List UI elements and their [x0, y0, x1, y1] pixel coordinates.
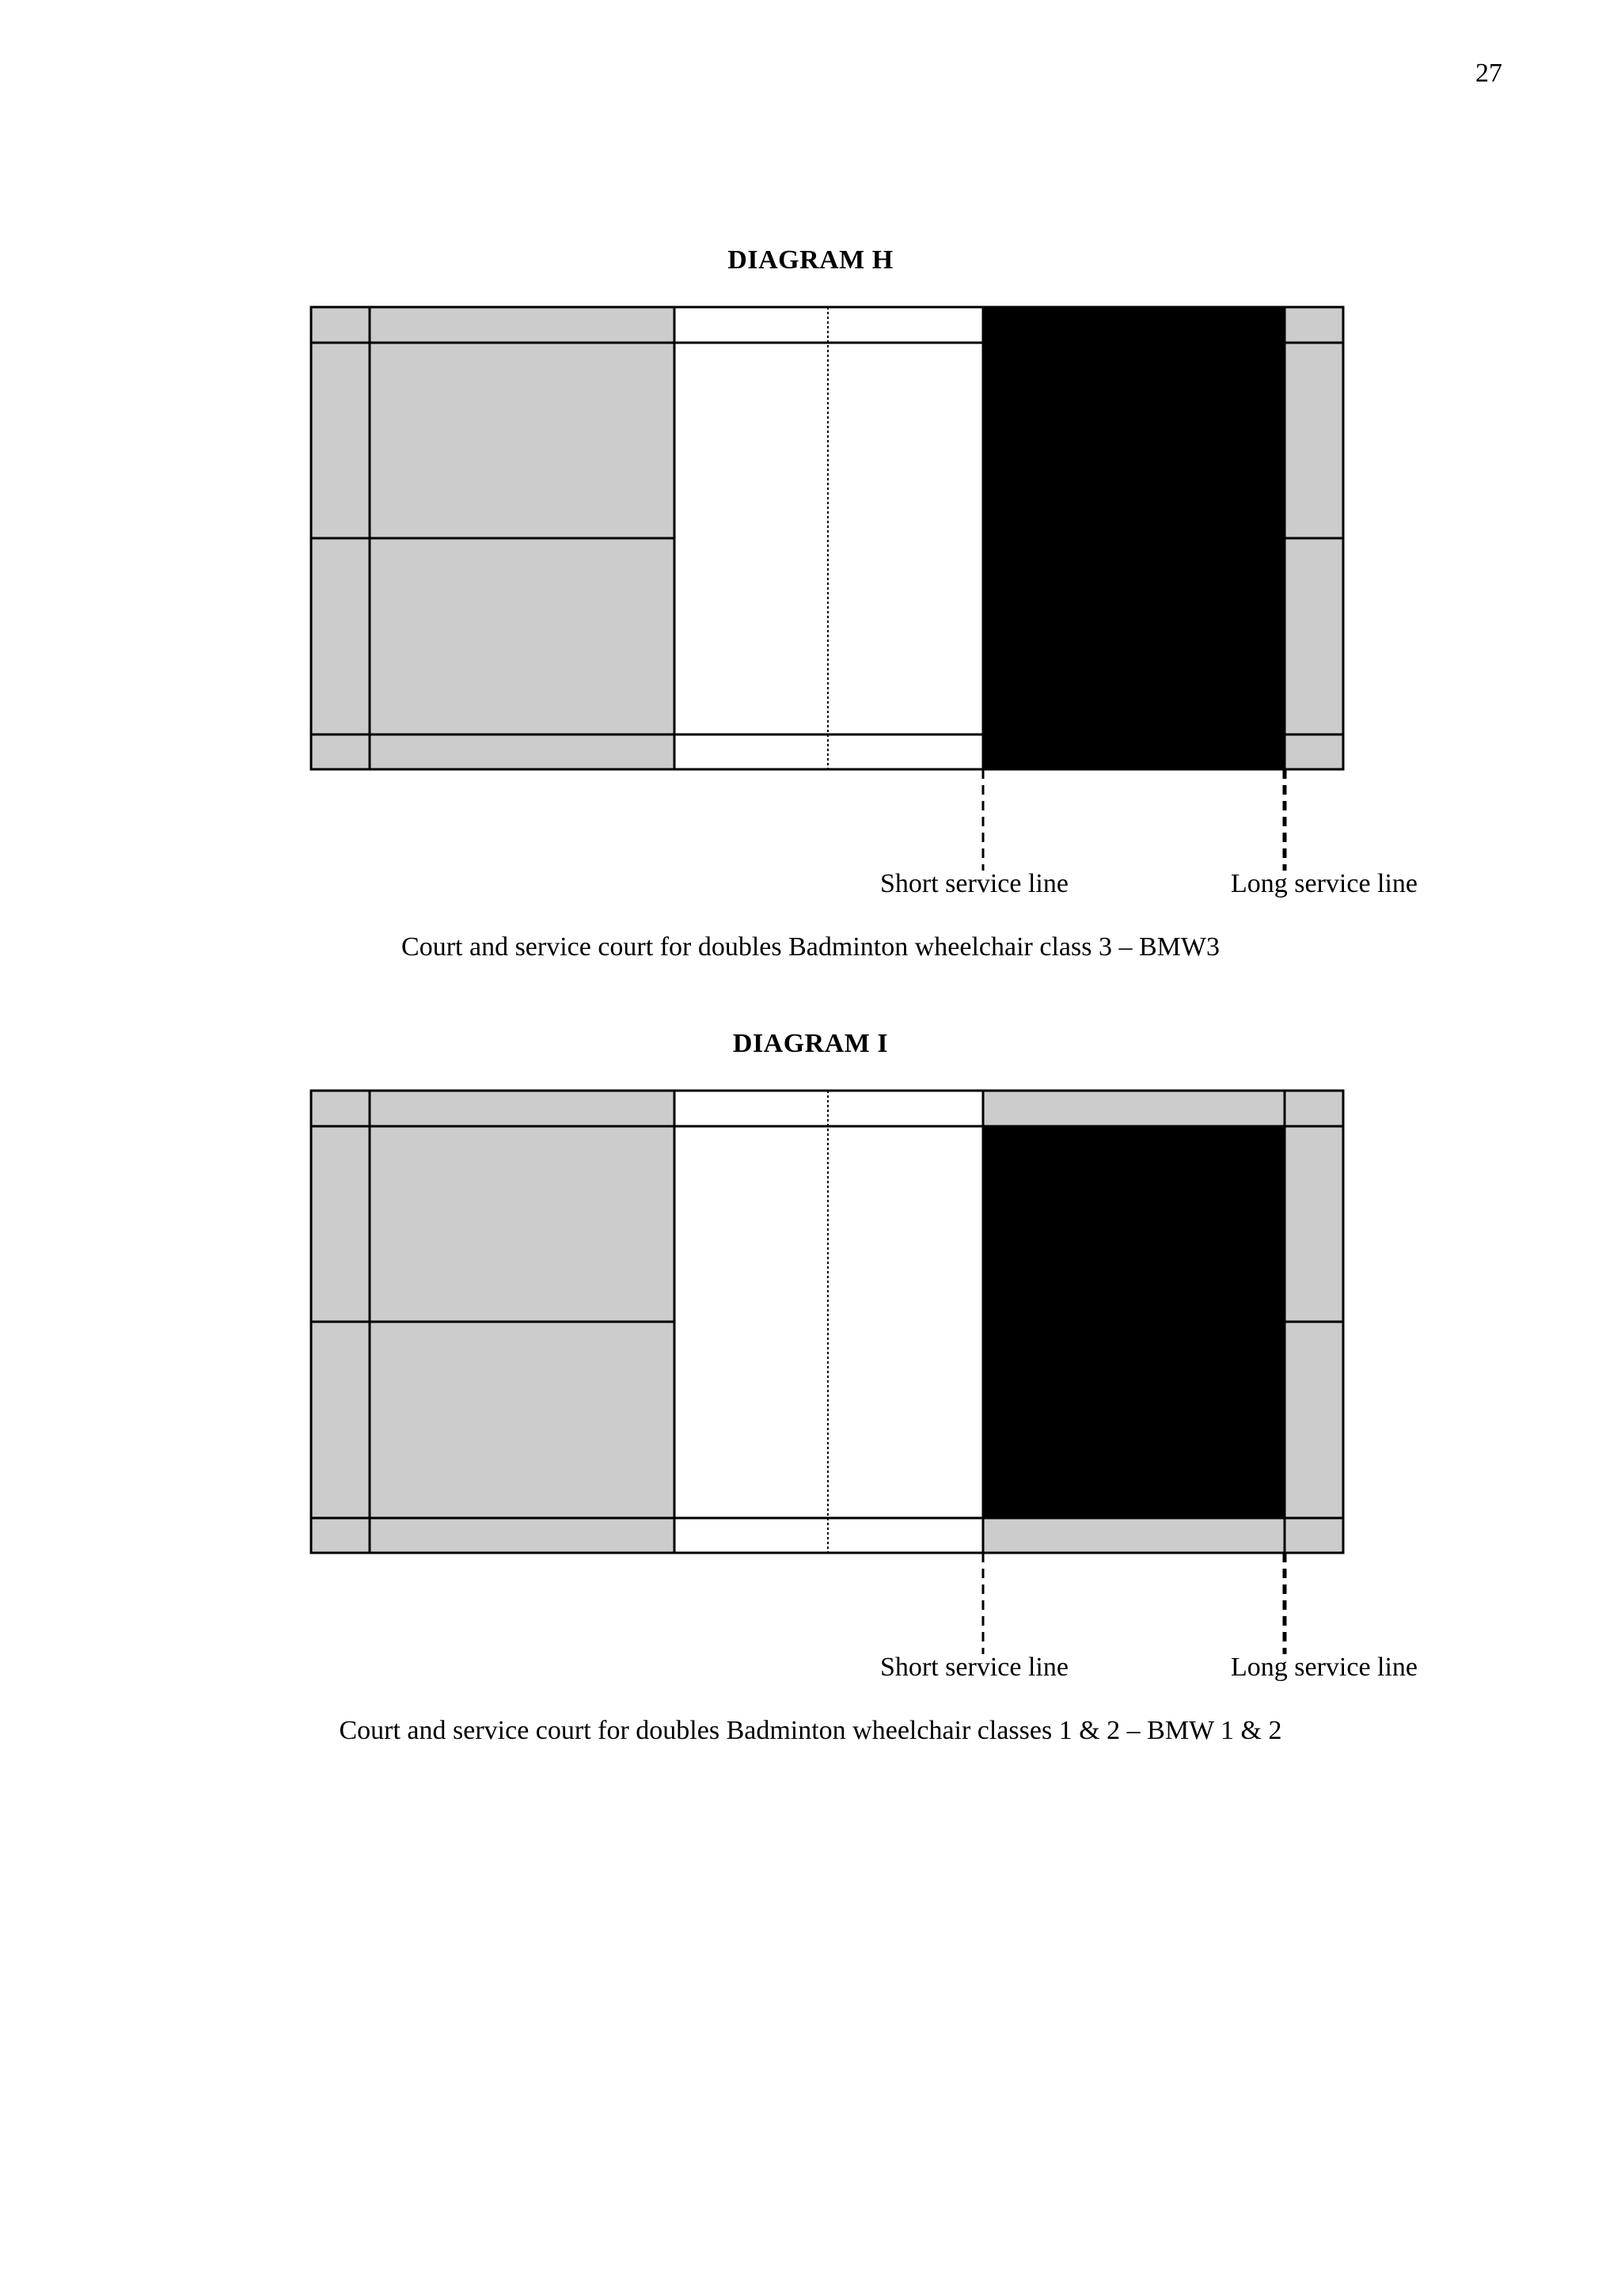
diagram-i-court: [0, 1084, 1621, 1686]
short-service-label: Short service line: [880, 869, 1069, 898]
short-service-label: Short service line: [880, 1653, 1069, 1682]
long-service-label: Long service line: [1231, 869, 1418, 898]
diagram-i-caption: Court and service court for doubles Badminton wheelchair classes 1 & 2 – BMW 1 & 2: [339, 1716, 1282, 1745]
page-number: 27: [1475, 59, 1502, 88]
centre-zone-fill: [674, 307, 983, 769]
diagram-h-title: DIAGRAM H: [727, 245, 894, 275]
diagram-h-court: [0, 301, 1621, 902]
diagram-h-caption: Court and service court for doubles Badminton wheelchair class 3 – BMW3: [401, 932, 1220, 962]
service-court-fill: [983, 307, 1285, 769]
service-court-fill: [983, 1126, 1285, 1518]
centre-zone-fill: [674, 1091, 983, 1553]
diagram-i-title: DIAGRAM I: [732, 1029, 889, 1058]
long-service-label: Long service line: [1231, 1653, 1418, 1682]
